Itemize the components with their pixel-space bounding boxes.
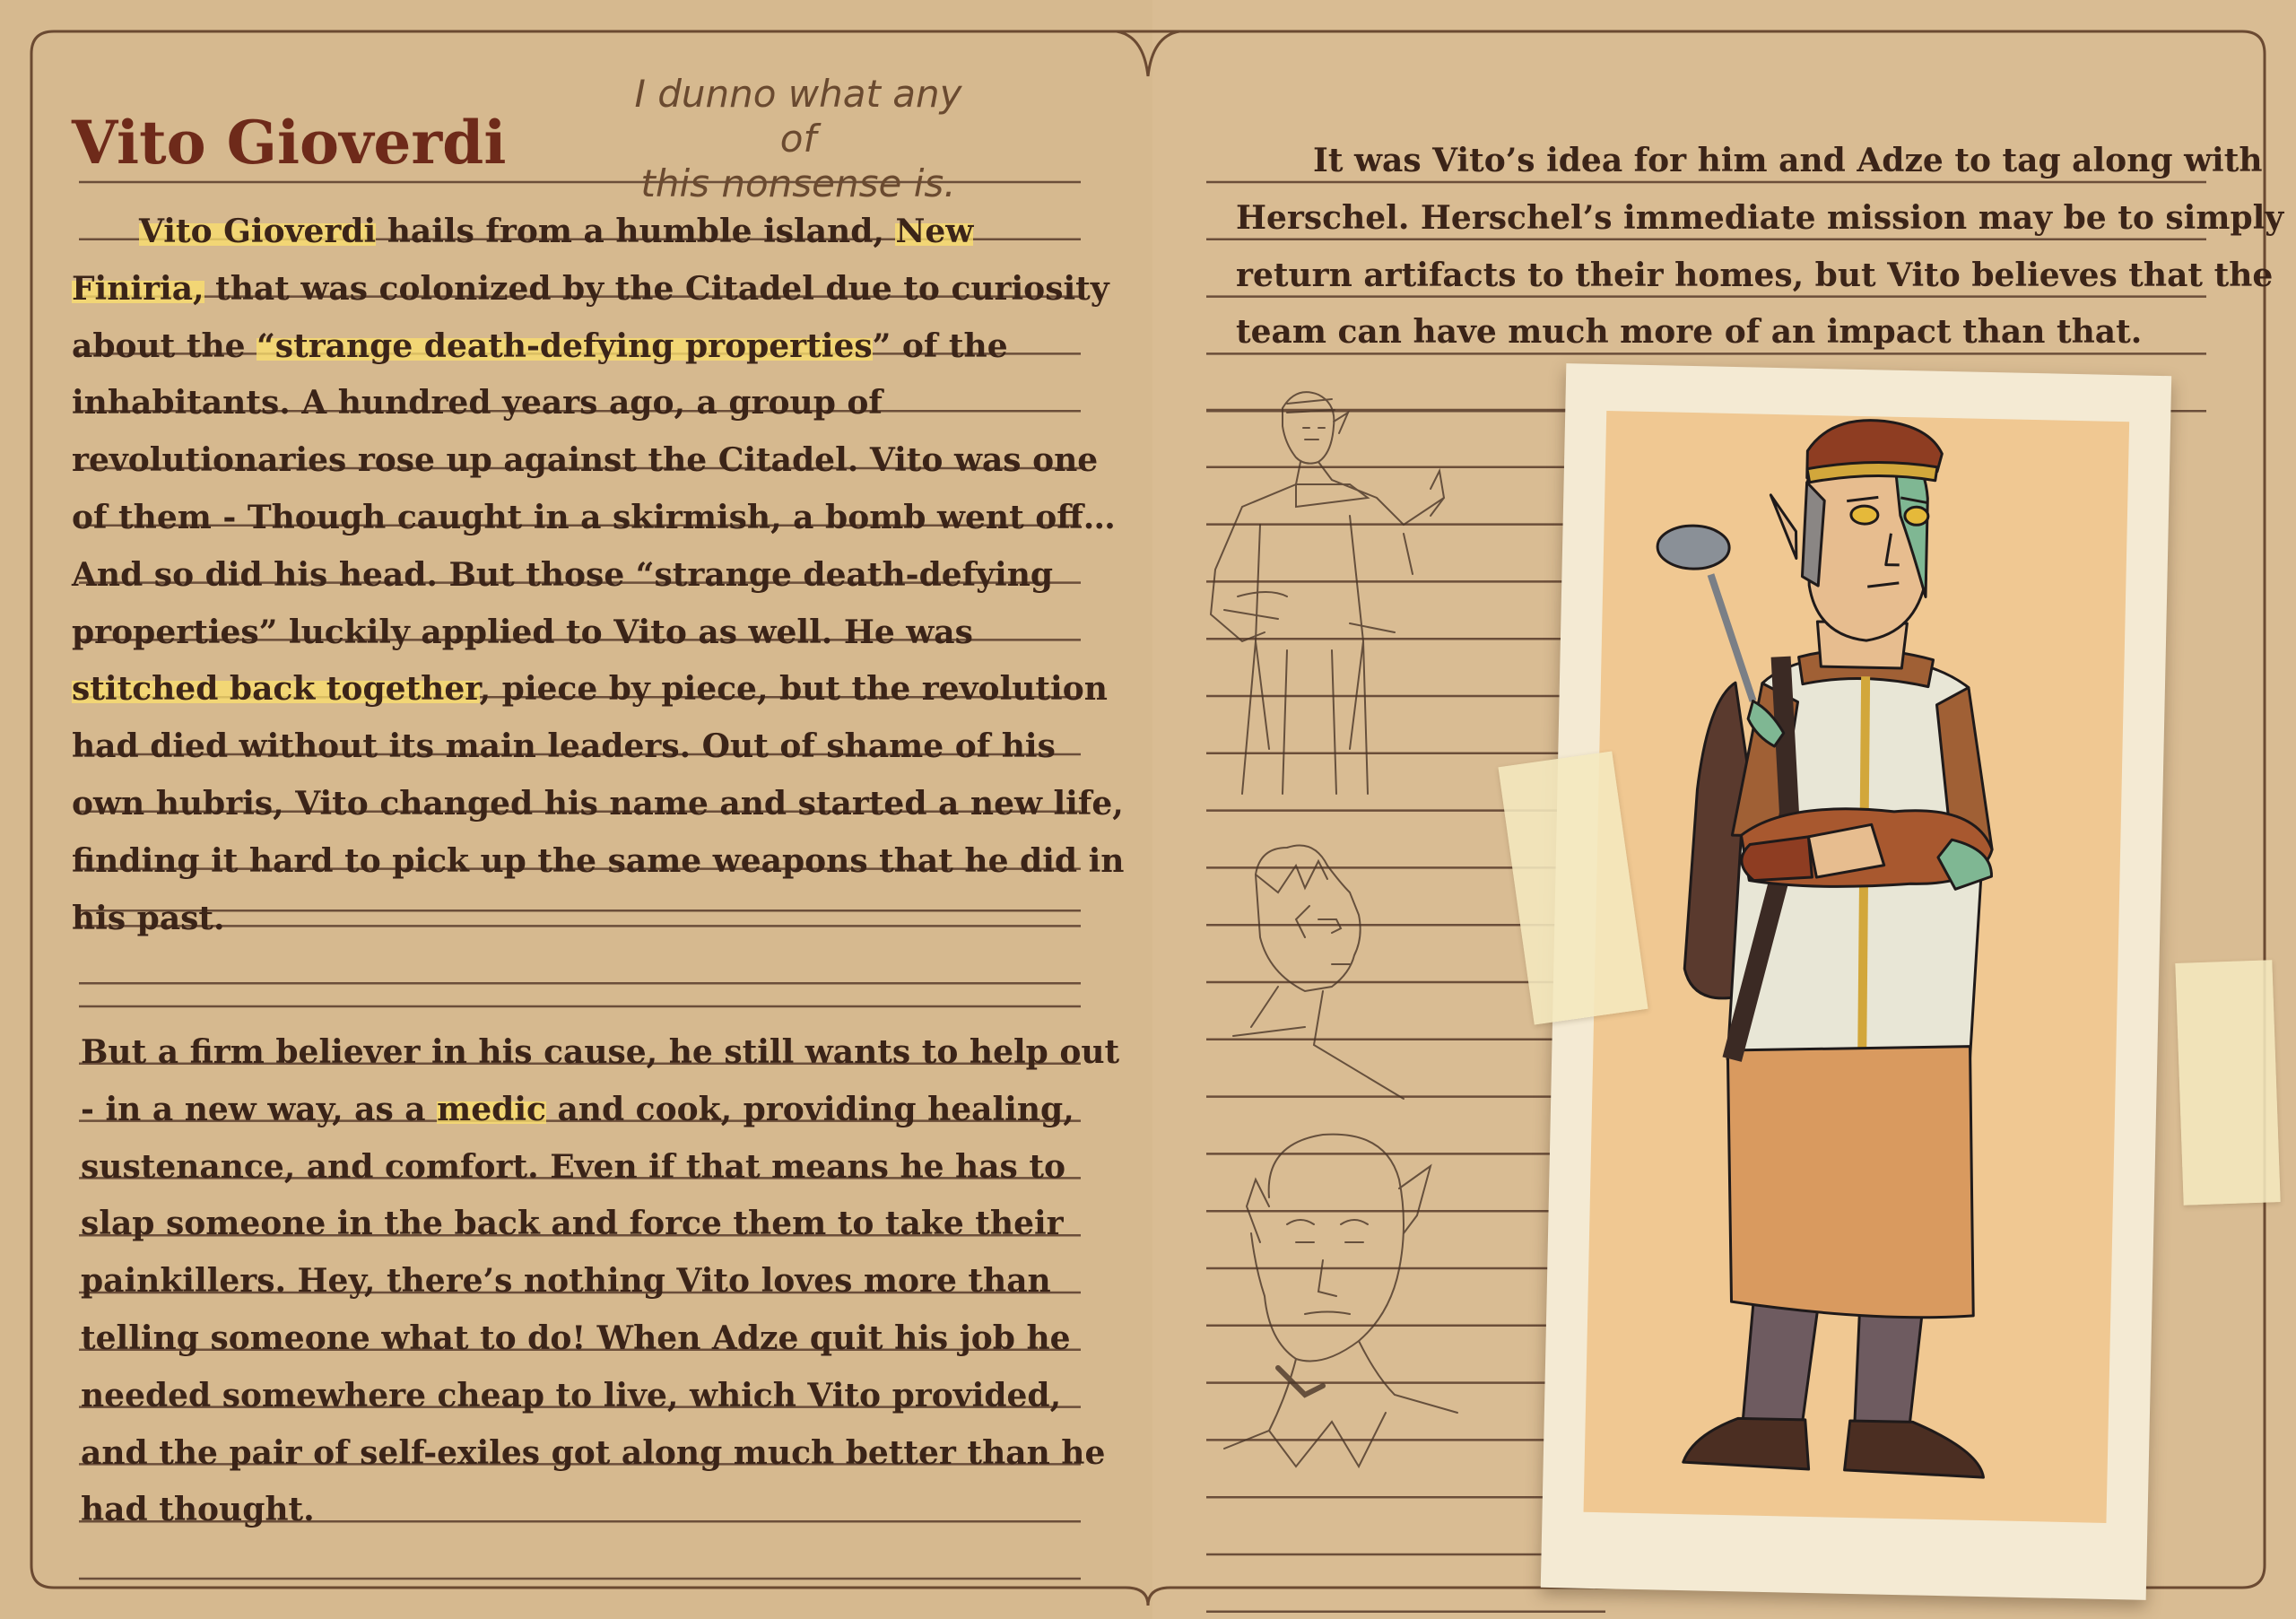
text-line	[72, 718, 1056, 775]
highlighted-phrase: Vito Gioverdi	[139, 213, 377, 250]
text-line	[1236, 303, 2142, 361]
text-run: and cook, providing healing,	[545, 1090, 1074, 1128]
text-line	[81, 1023, 1119, 1081]
text-line	[81, 1252, 1051, 1310]
text-run: hails from a humble island,	[376, 213, 896, 250]
text-run: - in a new way, as a	[81, 1090, 438, 1128]
text-run: that was colonized by the Citadel due to curiosity	[204, 269, 1109, 308]
tape-right	[2175, 960, 2280, 1206]
text-line	[72, 431, 1098, 489]
text-run: telling someone what to do! When Adze quit his job he	[81, 1319, 1071, 1357]
text-run: had died without its main leaders. Out of shame of his	[72, 727, 1056, 766]
text-run: And so did his head. But those “strange death-defying	[72, 555, 1054, 594]
text-run: inhabitants. A hundred years ago, a group of	[72, 384, 883, 422]
ladle	[1657, 525, 1730, 570]
text-line	[1236, 189, 2283, 247]
text-run: needed somewhere cheap to live, which Vito provided,	[81, 1376, 1062, 1414]
text-line	[81, 1138, 1065, 1196]
text-line	[72, 775, 1124, 832]
text-run: But a firm believer in his cause, he still wants to help out	[81, 1033, 1120, 1071]
text-line	[72, 260, 1109, 318]
text-run: his past.	[72, 899, 225, 937]
photo-background	[1584, 411, 2130, 1523]
sketch-full-body	[1211, 392, 1444, 794]
text-run: own hubris, Vito changed his name and started a new life,	[72, 785, 1124, 823]
text-line	[81, 1195, 1064, 1252]
sketch-front-head	[1224, 1135, 1457, 1467]
text-run: ” of the	[872, 326, 1008, 365]
text-run: painkillers. Hey, there’s nothing Vito loves more than	[81, 1262, 1051, 1301]
text-line	[72, 890, 225, 947]
text-run: revolutionaries rose up against the Citadel. Vito was one	[72, 441, 1099, 480]
margin-note: I dunno what any of this nonsense is.	[634, 72, 962, 205]
text-run: sustenance, and comfort. Even if that means he has to	[81, 1147, 1065, 1186]
text-line	[72, 604, 973, 661]
highlighted-phrase: New	[895, 213, 974, 250]
character-illustration	[1584, 411, 2130, 1523]
text-run: team can have much more of an impact than that.	[1236, 313, 2143, 352]
text-line	[81, 1367, 1061, 1424]
apron	[1722, 1041, 1979, 1319]
text-line	[72, 374, 883, 431]
text-run: , piece by piece, but the revolution	[479, 670, 1108, 709]
text-run: of them - Though caught in a skirmish, a bomb went off…	[72, 499, 1116, 536]
text-line	[72, 489, 1116, 546]
character-name: Vito Gioverdi	[72, 108, 507, 178]
text-run: properties” luckily applied to Vito as well. He was	[72, 613, 973, 651]
text-run: had thought.	[81, 1491, 315, 1529]
sketch-profile-head	[1233, 846, 1404, 1100]
text-line	[72, 546, 1053, 604]
text-line	[1313, 132, 2263, 189]
text-run: slap someone in the back and force them to take their	[81, 1205, 1064, 1243]
text-line	[81, 1424, 1105, 1482]
text-run: It was Vito’s idea for him and Adze to tag along with	[1313, 142, 2263, 179]
text-line	[72, 660, 1108, 718]
text-line	[81, 1310, 1071, 1367]
text-line	[81, 1481, 315, 1538]
highlighted-phrase: Finiria,	[72, 269, 204, 308]
left-boot	[1683, 1417, 1810, 1469]
highlighted-phrase: “strange death-defying properties	[257, 326, 873, 365]
text-line	[81, 1081, 1074, 1138]
text-line	[72, 318, 1008, 375]
text-run: return artifacts to their homes, but Vito believes that the	[1236, 256, 2274, 294]
text-line	[1236, 247, 2273, 304]
text-run: and the pair of self-exiles got along much better than he	[81, 1433, 1106, 1472]
highlighted-phrase: stitched back together	[72, 670, 480, 709]
text-line	[139, 203, 973, 260]
text-run: finding it hard to pick up the same weapons that he did in	[72, 841, 1125, 880]
text-run: about the	[72, 326, 257, 365]
text-line	[72, 832, 1124, 890]
right-boot	[1844, 1421, 1984, 1477]
highlighted-phrase: medic	[437, 1090, 546, 1128]
text-run: Herschel. Herschel’s immediate mission may be to simply	[1236, 198, 2284, 237]
